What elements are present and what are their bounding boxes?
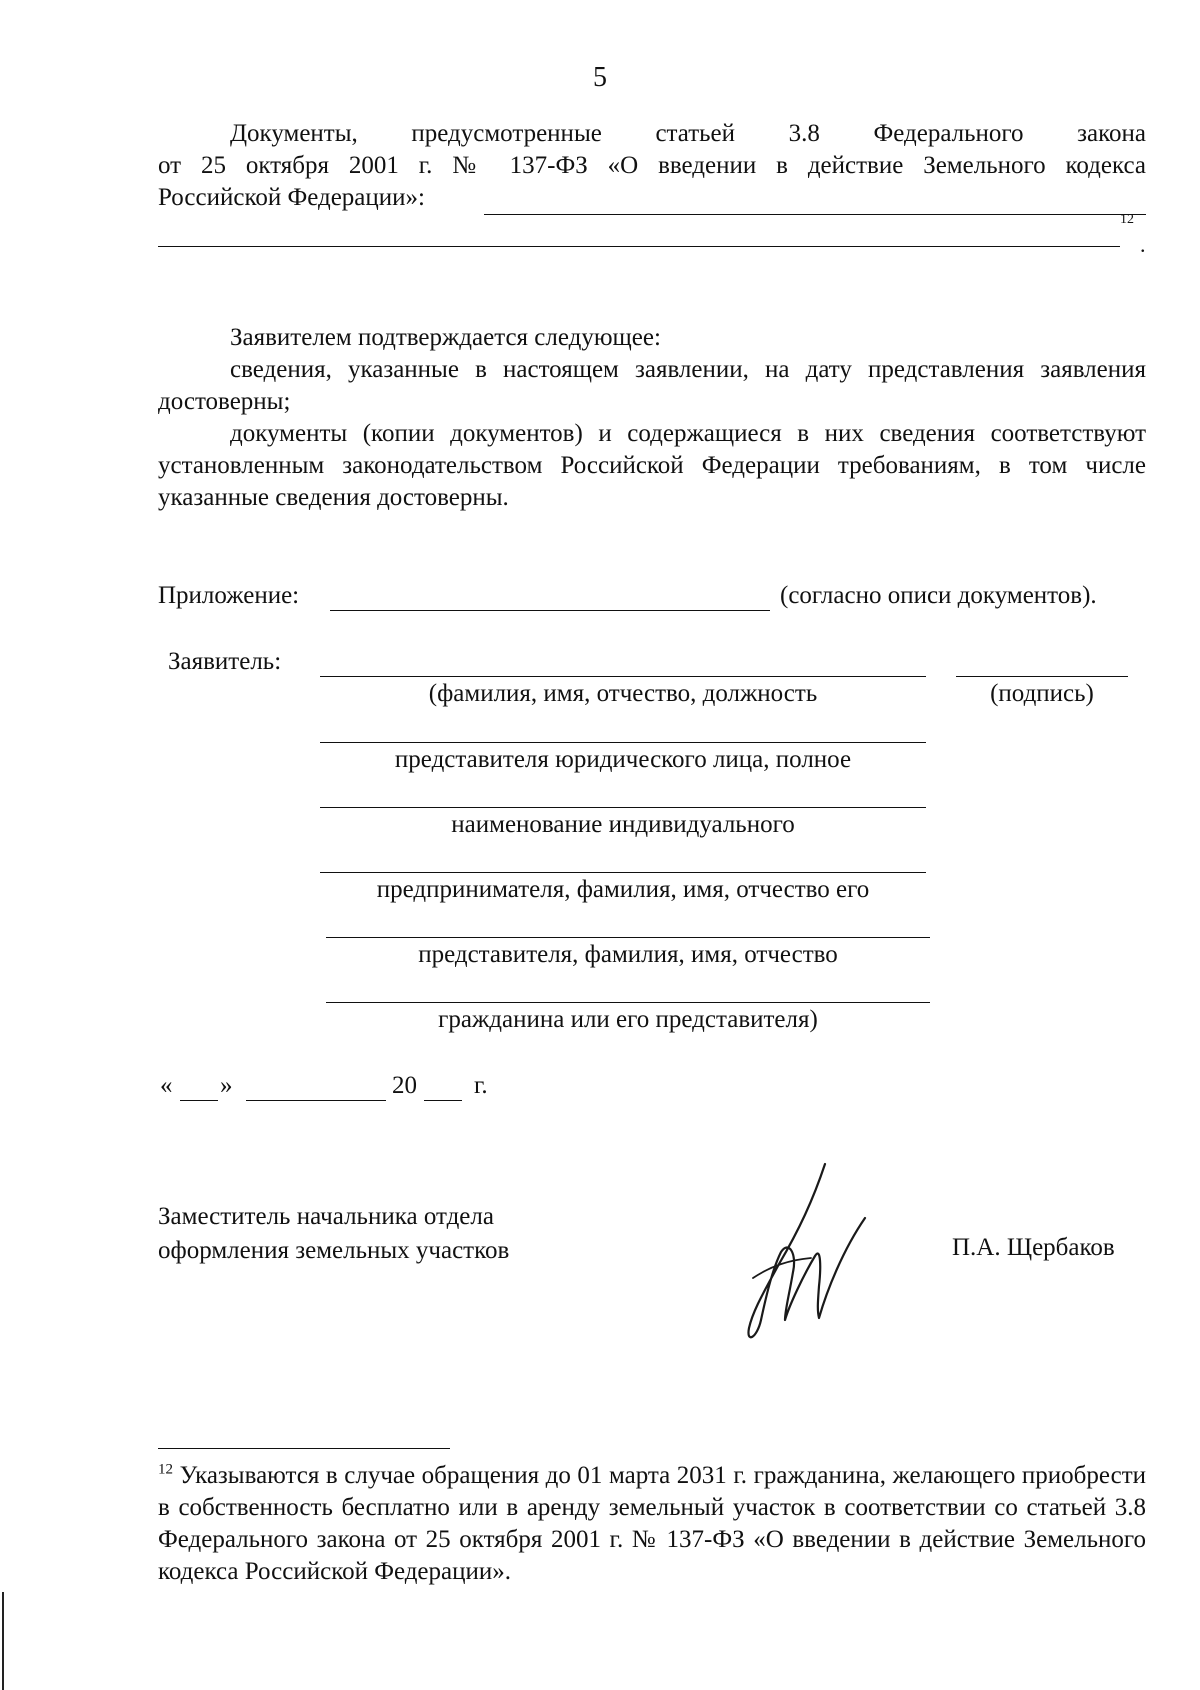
attachment-suffix: (согласно описи документов). [780, 582, 1097, 609]
confirmation-section [158, 322, 1146, 514]
date-year-blank [424, 1100, 462, 1101]
scan-edge-mark [2, 1592, 4, 1690]
handwritten-signature [715, 1160, 875, 1345]
applicant-caption-4: предпринимателя, фамилия, имя, отчество его [376, 876, 870, 903]
signatory-position [158, 1200, 509, 1268]
confirmation-heading: Заявителем подтверждается следующее: [230, 324, 661, 351]
confirmation-item-2: документы (копии документов) и содержащиеся в них сведения соответствуют установленным законодательством Российской Федерации требованиям, в том числе указанные сведения достоверны. [158, 420, 1146, 511]
applicant-caption-2: представителя юридического лица, полное [394, 746, 852, 773]
date-day-blank [180, 1100, 218, 1101]
applicant-caption-3: наименование индивидуального [451, 811, 795, 838]
date-year-prefix: 20 [392, 1072, 417, 1099]
date-month-blank [246, 1100, 386, 1101]
attachment-blank [330, 610, 770, 611]
footnote-marker: 12 [158, 1461, 173, 1478]
page-number: 5 [593, 62, 607, 93]
footnote [158, 1460, 1146, 1588]
signature-caption: (подпись) [990, 680, 1094, 707]
applicant-blank-1 [320, 676, 926, 677]
applicant-caption-6: гражданина или его представителя) [438, 1006, 818, 1033]
documents-line-1: Документы, предусмотренные статьей 3.8 Федерального закона [230, 120, 1146, 147]
documents-paragraph [158, 118, 1146, 214]
documents-blank-line-2 [158, 246, 1120, 247]
documents-line-2: от 25 октября 2001 г. № 137-ФЗ «О введении в действие Земельного кодекса [158, 152, 1146, 179]
signature-blank [956, 676, 1128, 677]
applicant-label: Заявитель: [168, 648, 282, 675]
date-open-quote: « [160, 1072, 173, 1099]
applicant-blank-2 [320, 742, 926, 743]
date-close-quote: » [220, 1072, 233, 1099]
signatory-position-line-1: Заместитель начальника отдела [158, 1203, 494, 1230]
applicant-blank-5 [326, 937, 930, 938]
date-year-suffix: г. [474, 1072, 488, 1099]
applicant-blank-3 [320, 807, 926, 808]
footnote-text: Указываются в случае обращения до 01 марта 2031 г. гражданина, желающего приобрести в собственность бесплатно или в аренду земельный участок в соответствии со статьей 3.8 Федерального закона от 25 октября 2001 г. № 137-ФЗ «О введении в действие Земельного кодекса Российской Федерации». [158, 1462, 1146, 1585]
signatory-name: П.А. Щербаков [952, 1234, 1115, 1261]
confirmation-item-1: сведения, указанные в настоящем заявлении, на дату представления заявления достоверны; [158, 356, 1146, 415]
documents-line-3: Российской Федерации»: [158, 184, 425, 211]
applicant-blank-4 [320, 872, 926, 873]
applicant-blank-6 [326, 1002, 930, 1003]
footnote-ref-12: 12 [1120, 212, 1134, 227]
documents-blank-line-1 [484, 214, 1146, 215]
footnote-separator [158, 1448, 450, 1449]
attachment-label: Приложение: [158, 582, 300, 609]
applicant-caption-1: (фамилия, имя, отчество, должность [428, 680, 818, 707]
signatory-position-line-2: оформления земельных участков [158, 1237, 510, 1264]
documents-end-period: . [1140, 232, 1146, 257]
applicant-caption-5: представителя, фамилия, имя, отчество [418, 941, 838, 968]
